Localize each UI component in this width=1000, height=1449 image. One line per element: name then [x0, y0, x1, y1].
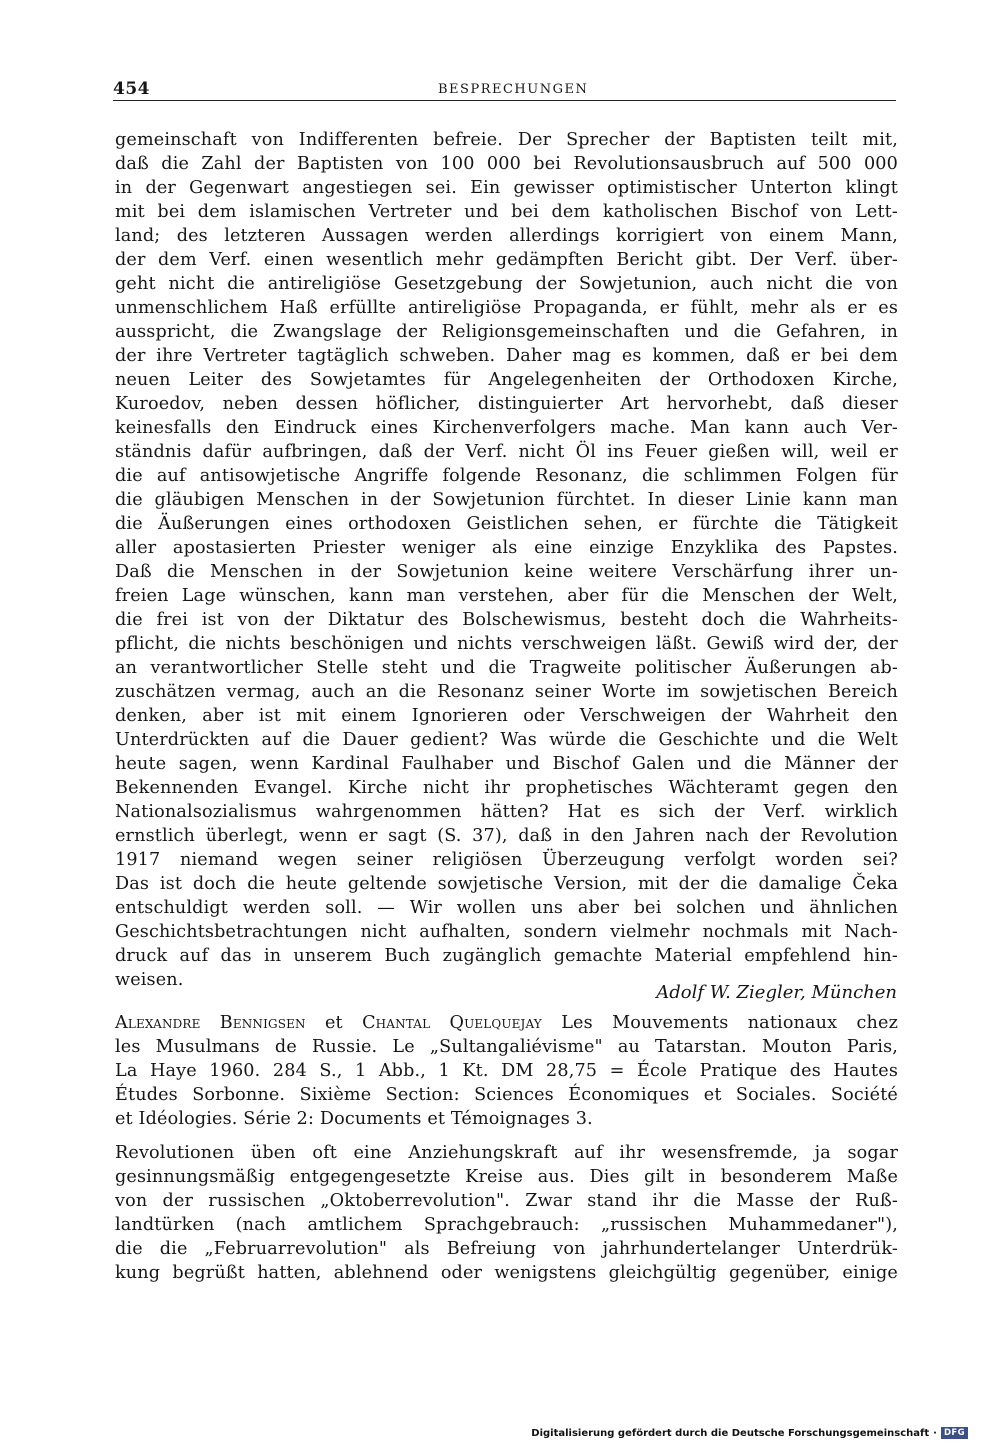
text-line: Unterdrückten auf die Dauer gedient? Was würde die Geschichte und die Welt — [115, 730, 898, 750]
header-rule — [113, 100, 896, 101]
text-line: ernstlich überlegt, wenn er sagt (S. 37), daß in den Jahren nach der Revolution — [115, 826, 898, 846]
text-line: gesinnungsmäßig entgegengesetzte Kreise aus. Dies gilt in besonderem Maße — [115, 1167, 898, 1187]
citation-line: et Idéologies. Série 2: Documents et Témoignages 3. — [115, 1109, 593, 1129]
footer-text: Digitalisierung gefördert durch die Deutsche Forschungsgemeinschaft — [531, 1427, 930, 1439]
text-line: mit bei dem islamischen Vertreter und bei dem katholischen Bischof von Lett- — [115, 202, 898, 222]
text-line: die Äußerungen eines orthodoxen Geistlichen sehen, er fürchte die Tätigkeit — [115, 514, 898, 534]
text-line: Das ist doch die heute geltende sowjetische Version, mit der die damalige Čeka — [115, 874, 898, 894]
text-line: ständnis dafür aufbringen, daß der Verf. nicht Öl ins Feuer gießen will, weil er — [115, 442, 898, 462]
dfg-logo: DFG — [941, 1427, 968, 1439]
text-line: Revolutionen üben oft eine Anziehungskraft auf ihr wesensfremde, ja sogar — [115, 1143, 898, 1163]
text-line: an verantwortlicher Stelle steht und die Tragweite politischer Äußerungen ab- — [115, 658, 898, 678]
text-line: landtürken (nach amtlichem Sprachgebrauch: „russischen Muhammedaner"), — [115, 1215, 898, 1235]
text-line: denken, aber ist mit einem Ignorieren oder Verschweigen der Wahrheit den — [115, 706, 898, 726]
text-line: in der Gegenwart angestiegen sei. Ein gewisser optimistischer Unterton klingt — [115, 178, 898, 198]
text-line: 1917 niemand wegen seiner religiösen Überzeugung verfolgt worden sei? — [115, 850, 898, 870]
text-line: land; des letzteren Aussagen werden allerdings korrigiert von einem Mann, — [115, 226, 898, 246]
page-number: 454 — [113, 79, 150, 99]
text-line: der ihre Vertreter tagtäglich schweben. Daher mag es kommen, daß er bei dem — [115, 346, 898, 366]
text-line: zuschätzen vermag, auch an die Resonanz seiner Worte im sowjetischen Bereich — [115, 682, 898, 702]
citation-author: Alexandre Bennigsen — [115, 1013, 306, 1033]
footer-separator: · — [933, 1427, 937, 1439]
text-line: Bekennenden Evangel. Kirche nicht ihr prophetisches Wächteramt gegen den — [115, 778, 898, 798]
citation-line: La Haye 1960. 284 S., 1 Abb., 1 Kt. DM 28,75 = École Pratique des Hautes — [115, 1061, 898, 1081]
text-line: Daß die Menschen in der Sowjetunion keine weitere Verschärfung ihrer un- — [115, 562, 898, 582]
text-line: freien Lage wünschen, kann man verstehen, aber für die Menschen der Welt, — [115, 586, 898, 606]
text-line: druck auf das in unserem Buch zugänglich gemachte Material empfehlend hin- — [115, 946, 898, 966]
reviewer-signature: Adolf W. Ziegler, München — [656, 982, 897, 1003]
text-line: Geschichtsbetrachtungen nicht aufhalten, sondern vielmehr nochmals mit Nach- — [115, 922, 898, 942]
text-line: neuen Leiter des Sowjetamtes für Angelegenheiten der Orthodoxen Kirche, — [115, 370, 898, 390]
digitization-footer — [531, 1427, 968, 1439]
text-line: weisen. — [115, 970, 184, 990]
citation-conjunction: et — [324, 1013, 343, 1033]
text-line: aller apostasierten Priester weniger als eine einzige Enzyklika des Papstes. — [115, 538, 898, 558]
text-line: die die „Februarrevolution" als Befreiung von jahrhundertelanger Unterdrük- — [115, 1239, 898, 1259]
text-line: heute sagen, wenn Kardinal Faulhaber und Bischof Galen und die Männer der — [115, 754, 898, 774]
text-line: der dem Verf. einen wesentlich mehr gedämpften Bericht gibt. Der Verf. über- — [115, 250, 898, 270]
text-line: die auf antisowjetische Angriffe folgende Resonanz, die schlimmen Folgen für — [115, 466, 898, 486]
text-line: pflicht, die nichts beschönigen und nichts verschweigen läßt. Gewiß wird der, der — [115, 634, 898, 654]
text-line: von der russischen „Oktoberrevolution". Zwar stand ihr die Masse der Ruß- — [115, 1191, 898, 1211]
text-line: die gläubigen Menschen in der Sowjetunion fürchtet. In dieser Linie kann man — [115, 490, 898, 510]
text-line: daß die Zahl der Baptisten von 100 000 bei Revolutionsausbruch auf 500 000 — [115, 154, 898, 174]
citation-line: Études Sorbonne. Sixième Section: Sciences Économiques et Sociales. Société — [115, 1085, 898, 1105]
citation-title: Les Mouvements nationaux chez — [561, 1013, 899, 1033]
text-line: geht nicht die antireligiöse Gesetzgebung der Sowjetunion, auch nicht die von — [115, 274, 898, 294]
citation-line: les Musulmans de Russie. Le „Sultangaliévisme" au Tatarstan. Mouton Paris, — [115, 1037, 898, 1057]
text-line: kung begrüßt hatten, ablehnend oder wenigstens gleichgültig gegenüber, einige — [115, 1263, 898, 1283]
running-head: BESPRECHUNGEN — [438, 82, 589, 97]
text-line: unmenschlichem Haß erfüllte antireligiöse Propaganda, er fühlt, mehr als er es — [115, 298, 898, 318]
citation-line — [115, 1011, 898, 1035]
text-line: ausspricht, die Zwangslage der Religionsgemeinschaften und die Gefahren, in — [115, 322, 898, 342]
text-line: die frei ist von der Diktatur des Bolschewismus, besteht doch die Wahrheits- — [115, 610, 898, 630]
text-line: Nationalsozialismus wahrgenommen hätten? Hat es sich der Verf. wirklich — [115, 802, 898, 822]
citation-author: Chantal Quelquejay — [362, 1013, 542, 1033]
text-line: keinesfalls den Eindruck eines Kirchenverfolgers mache. Man kann auch Ver- — [115, 418, 898, 438]
text-line: gemeinschaft von Indifferenten befreie. Der Sprecher der Baptisten teilt mit, — [115, 130, 898, 150]
text-line: Kuroedov, neben dessen höflicher, distinguierter Art hervorhebt, daß dieser — [115, 394, 898, 414]
text-line: entschuldigt werden soll. — Wir wollen uns aber bei solchen und ähnlichen — [115, 898, 898, 918]
